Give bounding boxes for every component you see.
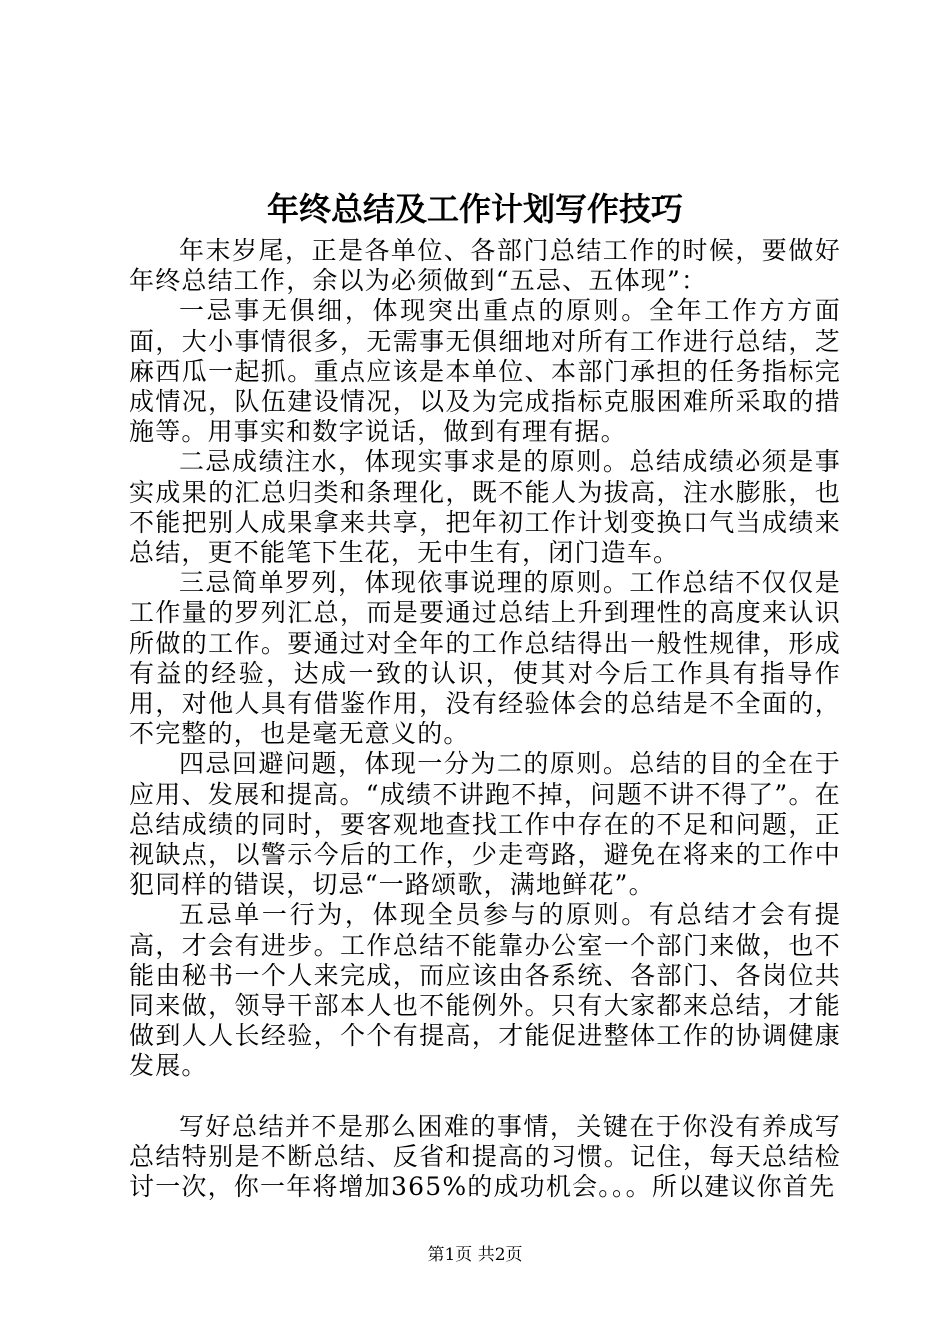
- page-footer: 第1页 共2页: [427, 1245, 523, 1265]
- paragraph-intro: 年末岁尾，正是各单位、各部门总结工作的时候，要做好年终总结工作，余以为必须做到“五忌、五体现”：: [129, 236, 841, 296]
- paragraph-rule-3: 三忌简单罗列，体现依事说理的原则。工作总结不仅仅是工作量的罗列汇总，而是要通过总结上升到理性的高度来认识所做的工作。要通过对全年的工作总结得出一般性规律，形成有益的经验，达成一致的认识，使其对今后工作具有指导作用，对他人具有借鉴作用，没有经验体会的总结是不全面的，不完整的，也是毫无意义的。: [129, 568, 841, 749]
- paragraph-rule-1: 一忌事无俱细，体现突出重点的原则。全年工作方方面面，大小事情很多，无需事无俱细地对所有工作进行总结，芝麻西瓜一起抓。重点应该是本单位、本部门承担的任务指标完成情况，队伍建设情况，以及为完成指标克服困难所采取的措施等。用事实和数字说话，做到有理有据。: [129, 296, 841, 447]
- paragraph-spacer: [129, 1082, 841, 1112]
- paragraph-rule-2: 二忌成绩注水，体现实事求是的原则。总结成绩必须是事实成果的汇总归类和条理化，既不能人为拔高，注水膨胀，也不能把别人成果拿来共享，把年初工作计划变换口气当成绩来总结，更不能笔下生花，无中生有，闭门造车。: [129, 447, 841, 568]
- paragraph-closing: 写好总结并不是那么困难的事情，关键在于你没有养成写总结特别是不断总结、反省和提高的习惯。记住，每天总结检讨一次，你一年将增加365%的成功机会。。。所以建议你首先: [129, 1111, 841, 1202]
- paragraph-rule-5: 五忌单一行为，体现全员参与的原则。有总结才会有提高，才会有进步。工作总结不能靠办公室一个部门来做，也不能由秘书一个人来完成，而应该由各系统、各部门、各岗位共同来做，领导干部本人也不能例外。只有大家都来总结，才能做到人人长经验，个个有提高，才能促进整体工作的协调健康发展。: [129, 900, 841, 1081]
- paragraph-rule-4: 四忌回避问题，体现一分为二的原则。总结的目的全在于应用、发展和提高。“成绩不讲跑不掉，问题不讲不得了”。在总结成绩的同时，要客观地查找工作中存在的不足和问题，正视缺点，以警示今后的工作，少走弯路，避免在将来的工作中犯同样的错误，切忌“一路颂歌，满地鲜花”。: [129, 749, 841, 900]
- document-title: 年终总结及工作计划写作技巧: [266, 190, 683, 228]
- document-body: [129, 236, 841, 1202]
